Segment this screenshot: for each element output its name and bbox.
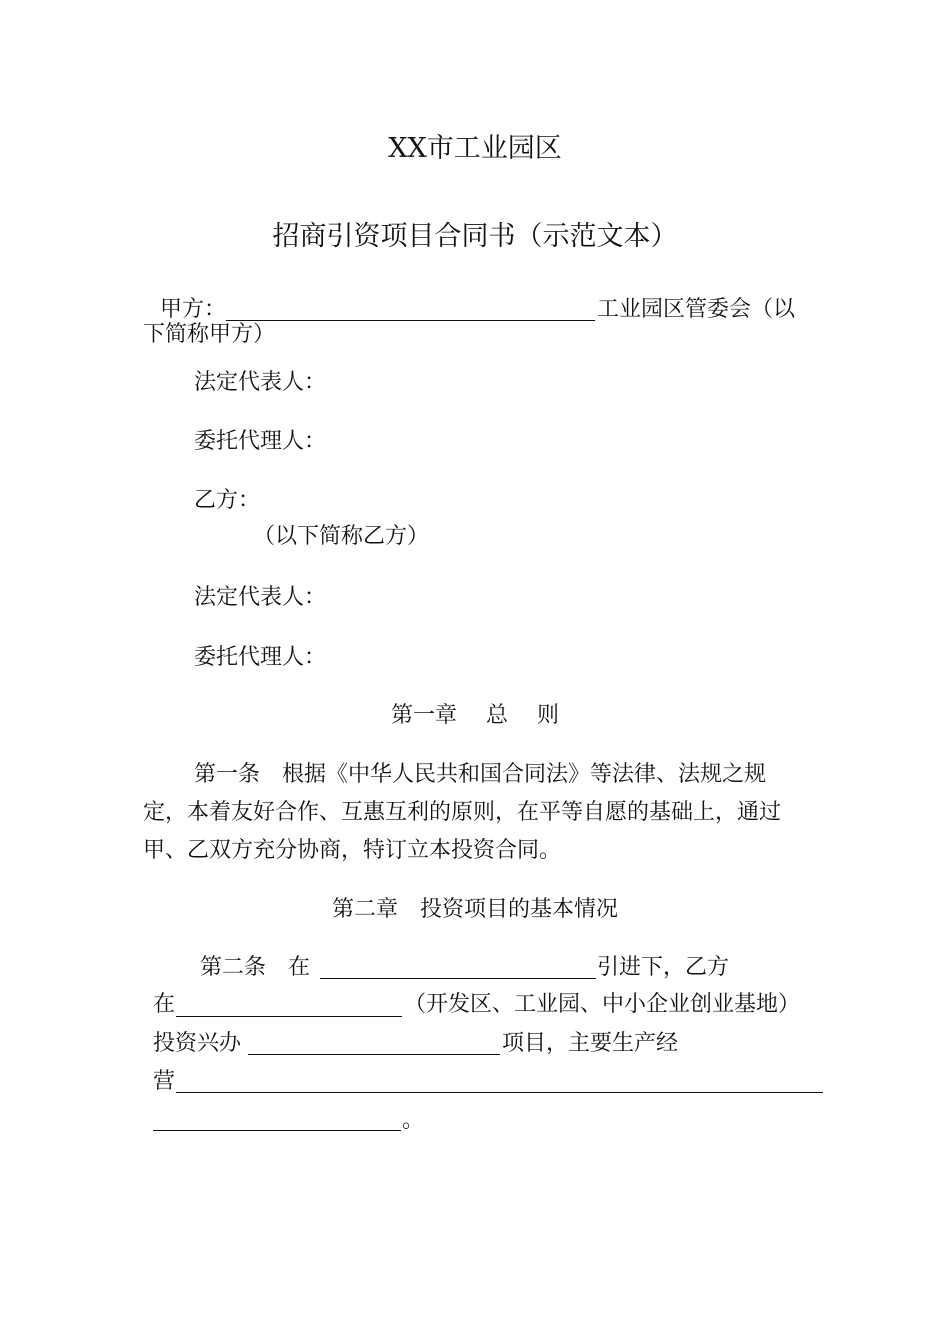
article2-location-blank: [176, 1016, 402, 1017]
article1-line3: 甲、乙双方充分协商，特订立本投资合同。: [143, 838, 562, 863]
article1-line1: 第一条 根据《中华人民共和国合同法》等法律、法规之规: [194, 762, 767, 787]
party-b-note: （以下简称乙方）: [253, 524, 430, 549]
article2-line2-suffix: （开发区、工业园、中小企业创业基地）: [404, 992, 801, 1017]
document-title: XX市工业园区: [388, 133, 562, 164]
article2-line2-prefix: 在: [153, 992, 176, 1017]
party-a-agent: 委托代理人：: [194, 429, 327, 454]
party-a-continuation: 下简称甲方）: [143, 322, 276, 347]
article2-line5-suffix: 。: [402, 1108, 425, 1133]
chapter1-heading: 第一章 总 则: [391, 703, 559, 728]
article2-lead: 第二条 在: [200, 955, 311, 980]
article2-line3-suffix: 项目，主要生产经: [502, 1031, 679, 1056]
party-a-suffix: 工业园区管委会（以: [597, 297, 796, 322]
party-a-legal-rep: 法定代表人：: [194, 370, 327, 395]
article2-introducer-blank: [320, 978, 596, 979]
article2-line4-prefix: 营: [153, 1069, 176, 1094]
party-b-label: 乙方：: [194, 488, 261, 513]
article2-line3-prefix: 投资兴办: [153, 1031, 242, 1056]
party-a-label: 甲方：: [160, 297, 227, 322]
article1-line2: 定，本着友好合作、互惠互利的原则，在平等自愿的基础上，通过: [143, 800, 782, 825]
article2-products-blank: [176, 1092, 823, 1093]
party-b-legal-rep: 法定代表人：: [194, 585, 327, 610]
chapter2-heading: 第二章 投资项目的基本情况: [331, 897, 618, 922]
party-b-agent: 委托代理人：: [194, 645, 327, 670]
document-subtitle: 招商引资项目合同书（示范文本）: [272, 221, 678, 252]
article2-project-blank: [248, 1054, 500, 1055]
party-a-name-blank: [226, 320, 595, 321]
article2-after-blank1: 引进下，乙方: [597, 955, 730, 980]
article2-products-blank-cont: [153, 1130, 401, 1131]
